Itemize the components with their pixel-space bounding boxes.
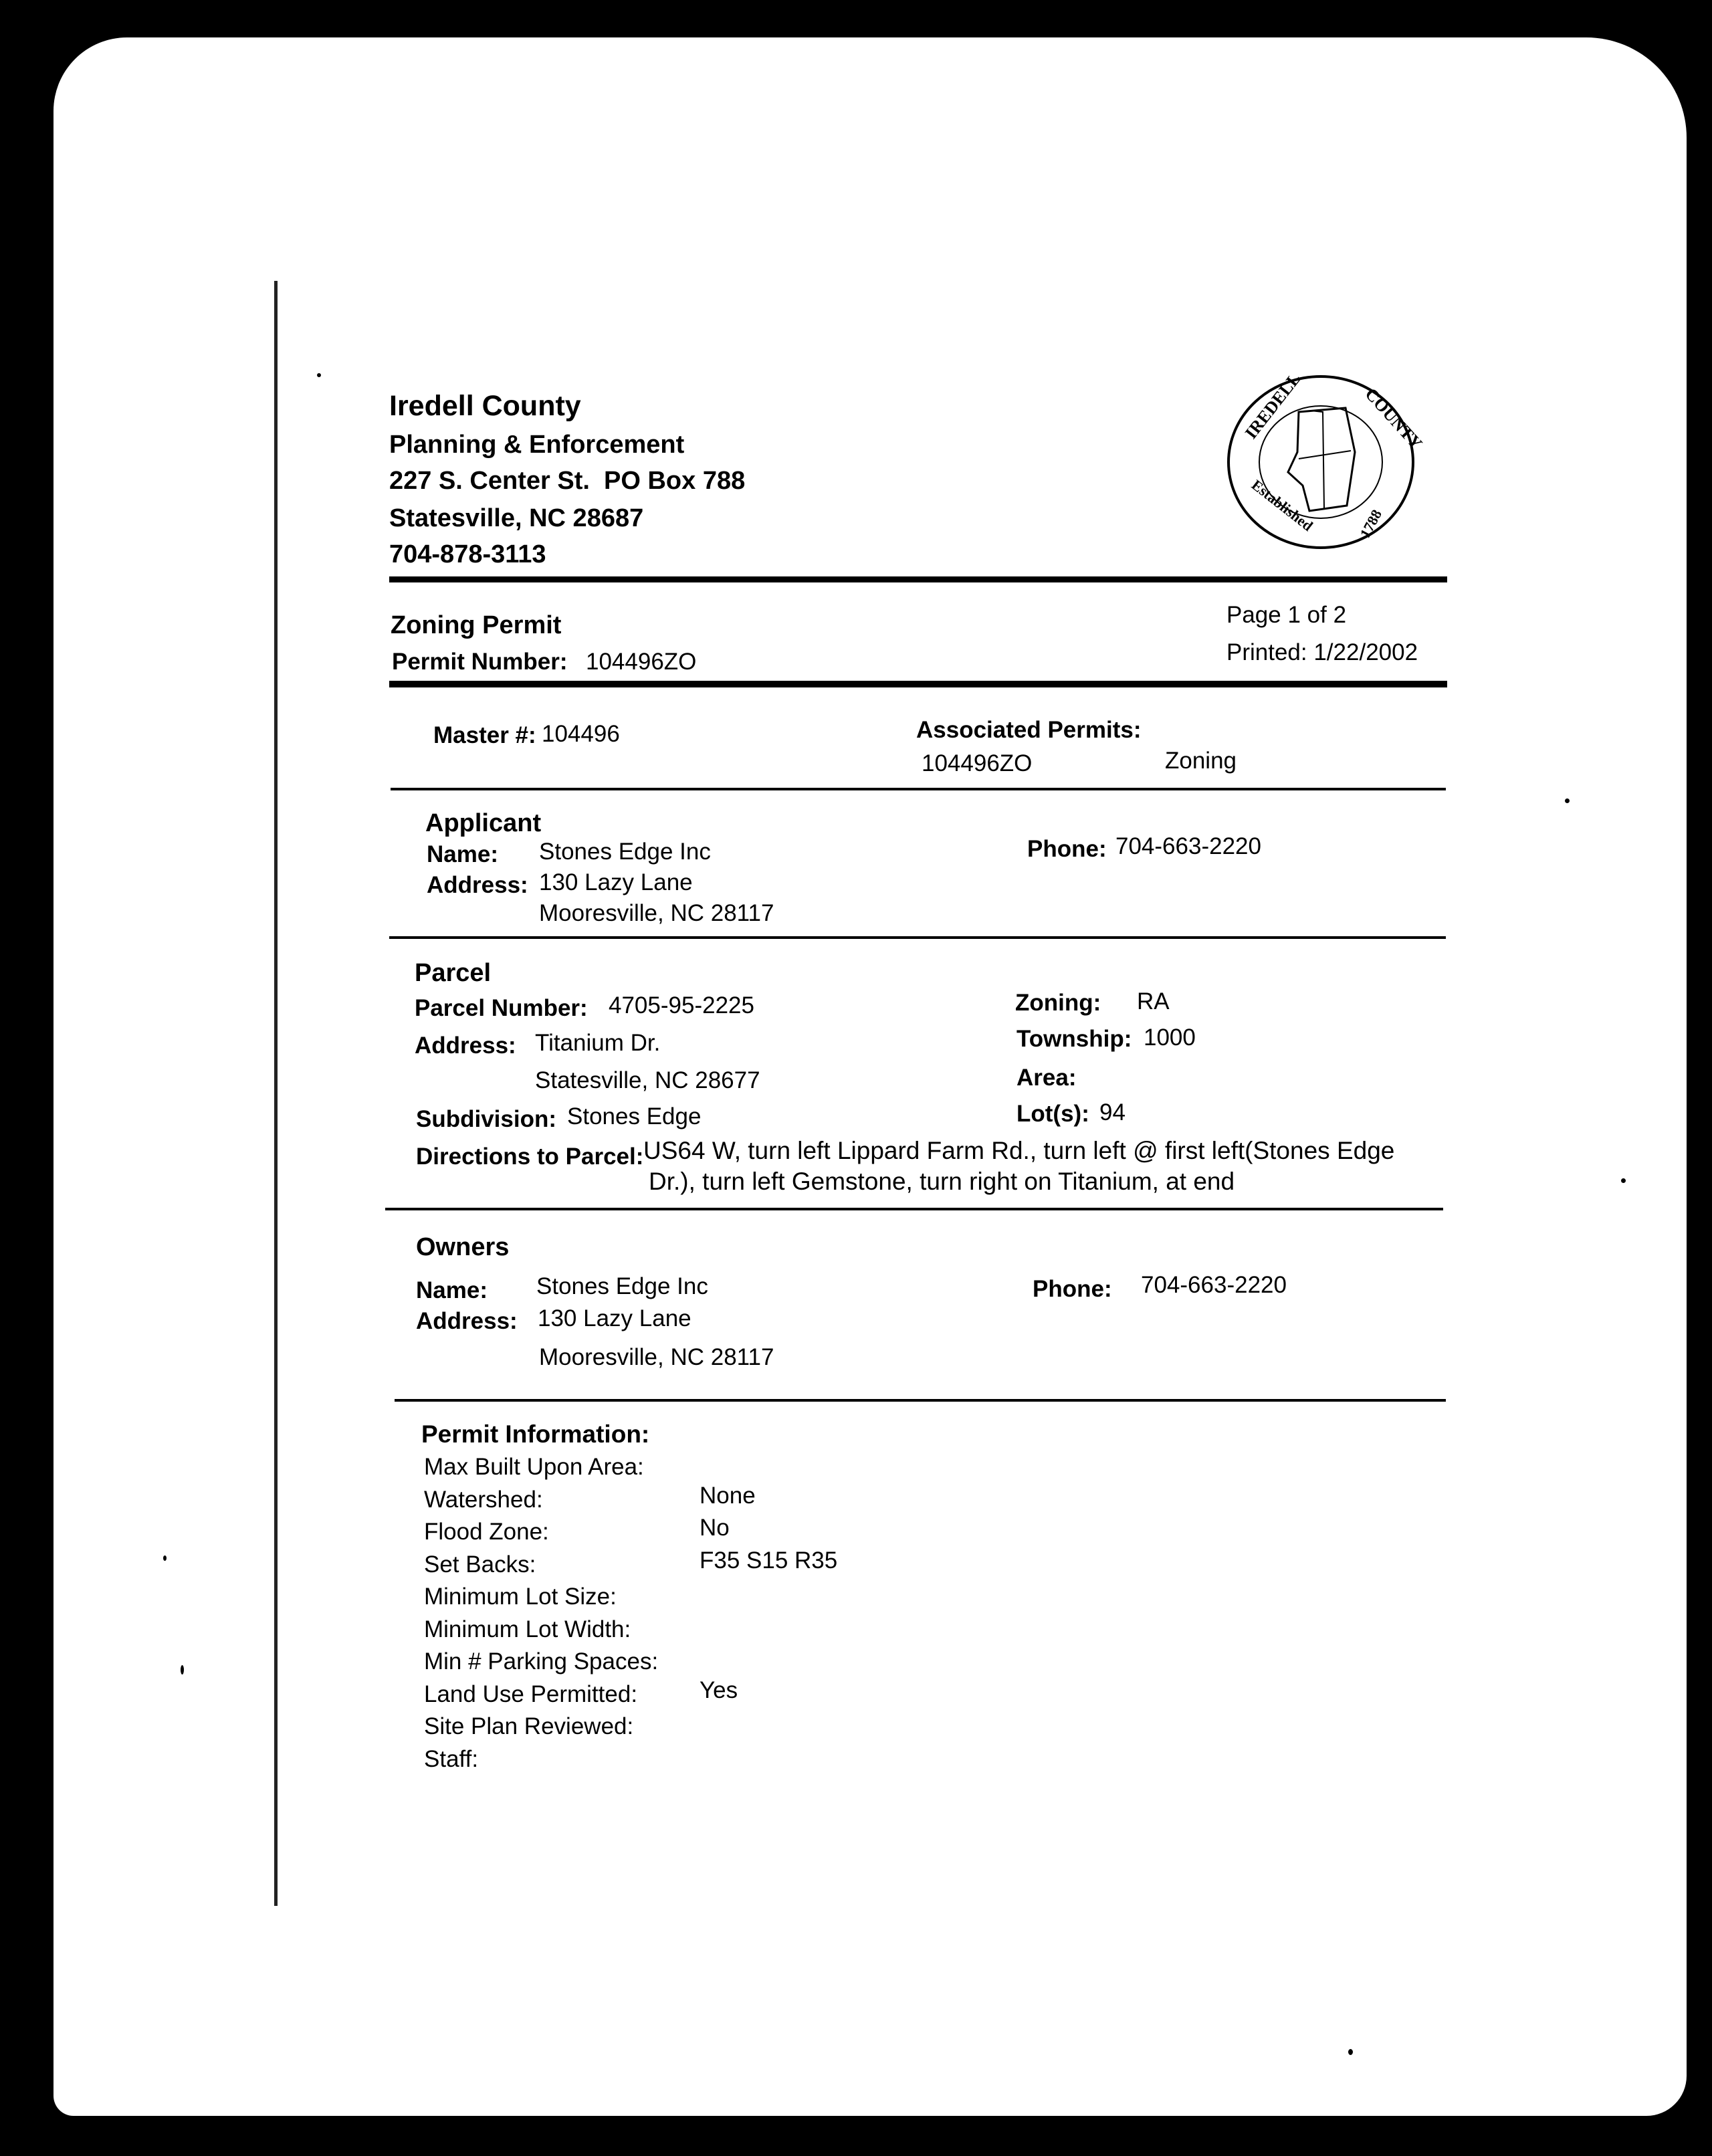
document-page (54, 37, 1687, 2116)
lots-value: 94 (1099, 1099, 1126, 1125)
printed-date: Printed: 1/22/2002 (1226, 639, 1418, 665)
scan-speck (181, 1665, 184, 1675)
permit-info-value: Yes (700, 1677, 738, 1703)
directions-line1: US64 W, turn left Lippard Farm Rd., turn left @ first left(Stones Edge (643, 1137, 1395, 1164)
permit-info-value: No (700, 1515, 730, 1541)
subdivision-value: Stones Edge (567, 1103, 702, 1129)
owner-phone: 704-663-2220 (1141, 1272, 1287, 1298)
directions-label: Directions to Parcel: (416, 1144, 644, 1170)
permit-title: Zoning Permit (391, 611, 562, 639)
applicant-phone: 704-663-2220 (1115, 833, 1261, 859)
seal-text-top: IREDELL (1241, 368, 1305, 443)
owner-phone-label: Phone: (1033, 1276, 1112, 1302)
applicant-divider (389, 936, 1446, 939)
permit-number: 104496ZO (586, 649, 697, 675)
parcel-number: 4705-95-2225 (609, 992, 754, 1018)
street-address: 227 S. Center St. PO Box 788 (389, 467, 746, 495)
township-value: 1000 (1144, 1025, 1196, 1051)
owner-name: Stones Edge Inc (536, 1273, 708, 1299)
seal-text-right: COUNTY (1361, 384, 1426, 453)
applicant-name-label: Name: (427, 841, 498, 867)
scan-speck (1348, 2049, 1353, 2055)
owner-address-line1: 130 Lazy Lane (538, 1305, 691, 1331)
associated-permits-label: Associated Permits: (916, 717, 1142, 743)
permit-info-label: Staff: (424, 1746, 479, 1772)
permit-info-label: Flood Zone: (424, 1519, 549, 1545)
scan-speck (1565, 798, 1570, 803)
permit-info-label: Watershed: (424, 1487, 543, 1513)
permit-info-label: Site Plan Reviewed: (424, 1713, 634, 1739)
header-divider (389, 576, 1447, 582)
permit-info-label: Max Built Upon Area: (424, 1454, 644, 1480)
permit-number-label: Permit Number: (392, 649, 568, 675)
applicant-section-title: Applicant (425, 809, 542, 837)
parcel-section-title: Parcel (415, 959, 492, 987)
parcel-address-line1: Titanium Dr. (535, 1030, 661, 1056)
applicant-address-line2: Mooresville, NC 28117 (539, 900, 774, 926)
owner-address-line2: Mooresville, NC 28117 (539, 1344, 774, 1370)
owners-divider (395, 1399, 1446, 1402)
permit-info-label: Land Use Permitted: (424, 1681, 638, 1707)
permit-info-label: Min # Parking Spaces: (424, 1648, 659, 1675)
subdivision-label: Subdivision: (416, 1106, 556, 1132)
page-indicator: Page 1 of 2 (1226, 602, 1347, 628)
applicant-name: Stones Edge Inc (539, 839, 711, 865)
county-name: Iredell County (389, 390, 581, 422)
permit-info-label: Minimum Lot Width: (424, 1616, 631, 1642)
scan-speck (163, 1555, 167, 1561)
county-seal-logo (1224, 368, 1426, 552)
applicant-phone-label: Phone: (1027, 836, 1107, 862)
directions-line2: Dr.), turn left Gemstone, turn right on Titanium, at end (649, 1168, 1235, 1195)
seal-text-bottom: Established (1248, 476, 1317, 534)
master-divider (391, 788, 1446, 790)
scan-speck (1621, 1178, 1626, 1183)
permit-info-value: None (700, 1483, 756, 1509)
lots-label: Lot(s): (1016, 1101, 1089, 1127)
department-name: Planning & Enforcement (389, 431, 685, 459)
applicant-address-label: Address: (427, 872, 528, 898)
city-address: Statesville, NC 28687 (389, 504, 644, 532)
area-label: Area: (1016, 1065, 1077, 1091)
scan-edge-line (274, 281, 278, 1906)
permit-divider (389, 681, 1447, 687)
office-phone: 704-878-3113 (389, 540, 546, 568)
associated-permit-type: Zoning (1165, 748, 1237, 774)
parcel-address-line2: Statesville, NC 28677 (535, 1067, 760, 1093)
scan-speck (317, 373, 321, 377)
master-number: 104496 (542, 721, 620, 747)
associated-permit-number: 104496ZO (922, 750, 1033, 776)
township-label: Township: (1016, 1026, 1132, 1052)
parcel-number-label: Parcel Number: (415, 995, 588, 1021)
parcel-divider (385, 1208, 1443, 1210)
master-label: Master #: (433, 722, 536, 748)
owner-name-label: Name: (416, 1277, 488, 1303)
parcel-address-label: Address: (415, 1033, 516, 1059)
permit-info-label: Minimum Lot Size: (424, 1584, 617, 1610)
permit-info-value: F35 S15 R35 (700, 1547, 838, 1574)
zoning-value: RA (1137, 988, 1170, 1014)
permit-info-section-title: Permit Information: (421, 1420, 650, 1448)
zoning-label: Zoning: (1015, 990, 1101, 1016)
owners-section-title: Owners (416, 1233, 510, 1261)
seal-text-year: 1788 (1356, 506, 1386, 541)
applicant-address-line1: 130 Lazy Lane (539, 869, 693, 895)
permit-info-label: Set Backs: (424, 1551, 536, 1578)
owner-address-label: Address: (416, 1308, 518, 1334)
